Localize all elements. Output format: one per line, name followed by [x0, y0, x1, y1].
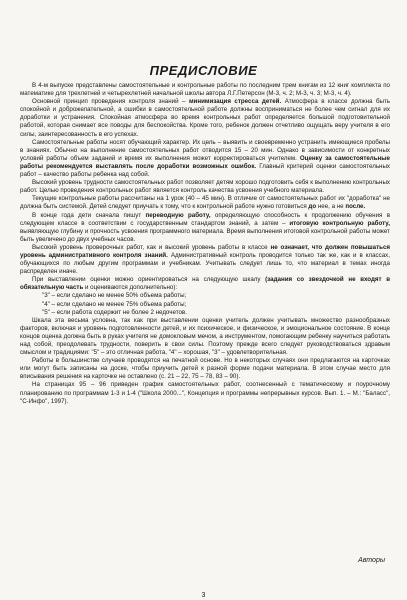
paragraph	[20, 244, 390, 276]
bold-text: до	[308, 203, 317, 211]
scale-line: "3" – если сделано не менее 50% объема работы;	[42, 292, 187, 300]
paragraphs-block-1	[20, 82, 390, 292]
author-signature: Авторы	[358, 557, 385, 564]
bold-text: после.	[345, 203, 366, 211]
text-run: определяющую способность к продолжению обучения в следующем классе в соответствии с государственным стандартом знаний, а затем –	[20, 211, 391, 227]
paragraph: На страницах 95 – 96 приведен график самостоятельных работ, соотнесенный с тематическому и поурочному планированию по программам 1-3 и 1-4 ("Школа 2000...", Концепция и программы непрерывных курсов. Вып. 1. – М.: "Баласс", "С-Инфо", 1997).	[20, 381, 390, 405]
page-title: ПРЕДИСЛОВИЕ	[149, 63, 258, 78]
paragraphs-block-2	[20, 317, 390, 406]
text-run: Атмосфера в классе должна быть спокойной и доброжелательной, а ошибки в самостоятельной работе должны восприниматься не более чем сигнал для их доработки и устранения. Спокойная атмосфера во время контрольных работ определяется большой подготовительной работой, которая снимает все поводы для беспокойства. Кроме того, ребенок должен отчетливо ощущать веру учителя в его силы, заинтересованность в его успехах.	[20, 98, 390, 138]
paragraph	[20, 139, 390, 179]
paragraph	[20, 82, 390, 98]
bold-text: не означает, что должен повышаться уровень административного контроля знаний.	[20, 243, 390, 259]
text-run: При выставлении оценки можно ориентироваться на следующую шкалу	[32, 276, 266, 284]
scale-line: "5" – если работа содержит не более 2 недочетов.	[42, 308, 187, 316]
grading-scale	[20, 292, 390, 316]
paragraph	[20, 179, 390, 195]
text-run: Административный контроль проводится только так же, как и в классах, обучающихся по любым другим программам и учебникам. Учитывать следует лишь то, что материал в темах иногда распределен иначе.	[20, 251, 390, 276]
scale-line: "4" – если сделано не менее 75% объема работы;	[42, 300, 187, 308]
bold-text: итоговую контрольную работу,	[289, 219, 390, 227]
paragraph: Шкала эта весьма условна, так как при выставлении оценки учитель должен учитывать множество разнообразных факторов, включая и уровень подготовленности детей, и их психическое, и физическое, и эмоциональное состояние. В конце концов оценка должна быть в руках учителя не домокловым мечом, а инструментом, помогающим ребенку научиться работать над собой, преодолевать трудности, поверить в свои силы. Поэтому прежде всего следует руководствоваться здравым смыслом и традициями: "5" – это отличная работа, "4" – хорошая, "3" – удовлетворительная.	[20, 316, 390, 357]
text-run: и оцениваются дополнительно):	[83, 284, 178, 292]
text-run: Самостоятельные работы носят обучающий характер. Их цель – выявить и своевременно устранить имеющиеся пробелы в знаниях. Обычно на выполнение самостоятельных работ отводится 15 – 20 мин. Однако в зависимости от конкретных условий работы объем заданий и время их выполнения может корректироваться учителем.	[20, 138, 390, 162]
page-number: 3	[201, 592, 206, 599]
text-run: В 4-м выпуске представлены самостоятельные и контрольные работы по последним трем книгам из 12 книг комплекта по математике для трехлетней и четырехлетней начальной школы автора Л.Г.Петерсон (М-3, ч. 2; М-3, ч. 3; М-3, ч. 4).	[20, 82, 390, 98]
paragraph	[20, 98, 390, 138]
text-run: Высокий уровень проверочных работ, как и высокий уровень работы в классе	[32, 243, 271, 251]
paragraph	[20, 276, 390, 292]
preface-body	[20, 82, 390, 406]
bold-text: переводную работу,	[145, 211, 211, 219]
paragraph: Работы в большинстве случаев проводятся на печатной основе. Но в некоторых случаях они предлагаются на карточках или могут быть записаны на доске, чтобы приучить детей к разной форме подачи материала. В этом случае место для вписывания решения на карточке не оставлено (с. 21 – 22, 75 – 78, 83 – 90).	[20, 357, 390, 381]
bold-text: (задания со звездочкой не входят в обязательную часть	[20, 276, 391, 292]
paragraph	[20, 212, 390, 244]
text-run: выявляющую глубину и прочность усвоения программного материала. Время выполнения итоговой контрольной работы может быть увеличено до двух учебных часов.	[20, 227, 390, 243]
text-run: Высокий уровень трудности самостоятельных работ позволяет детям хорошо подготовить себя к выполнению контрольных работ. Целью проведения контрольных работ является контроль качества усвоения учебного материала.	[20, 179, 390, 195]
bold-text: минимизация стресса детей.	[188, 98, 282, 106]
paragraph	[20, 195, 390, 211]
bold-text: Оценку за самостоятельные работы рекомендуется выставлять после доработки возможных ошибок.	[20, 154, 390, 170]
text-run: нее, а не	[316, 203, 346, 211]
text-run: Главный критерий оценки самостоятельных работ – качество работы ребенка над собой.	[20, 162, 390, 179]
text-run: Основной принцип проведения контроля знаний –	[32, 98, 189, 106]
text-run: В конце года дети сначала пишут	[32, 211, 146, 219]
text-run: Текущие контрольные работы рассчитаны на 1 урок (40 – 45 мин). В отличие от самостоятельных работ их "доработка" не должна быть системой. Детей следует приучать к тому, что к контрольной работе нужно готовиться	[20, 195, 390, 211]
